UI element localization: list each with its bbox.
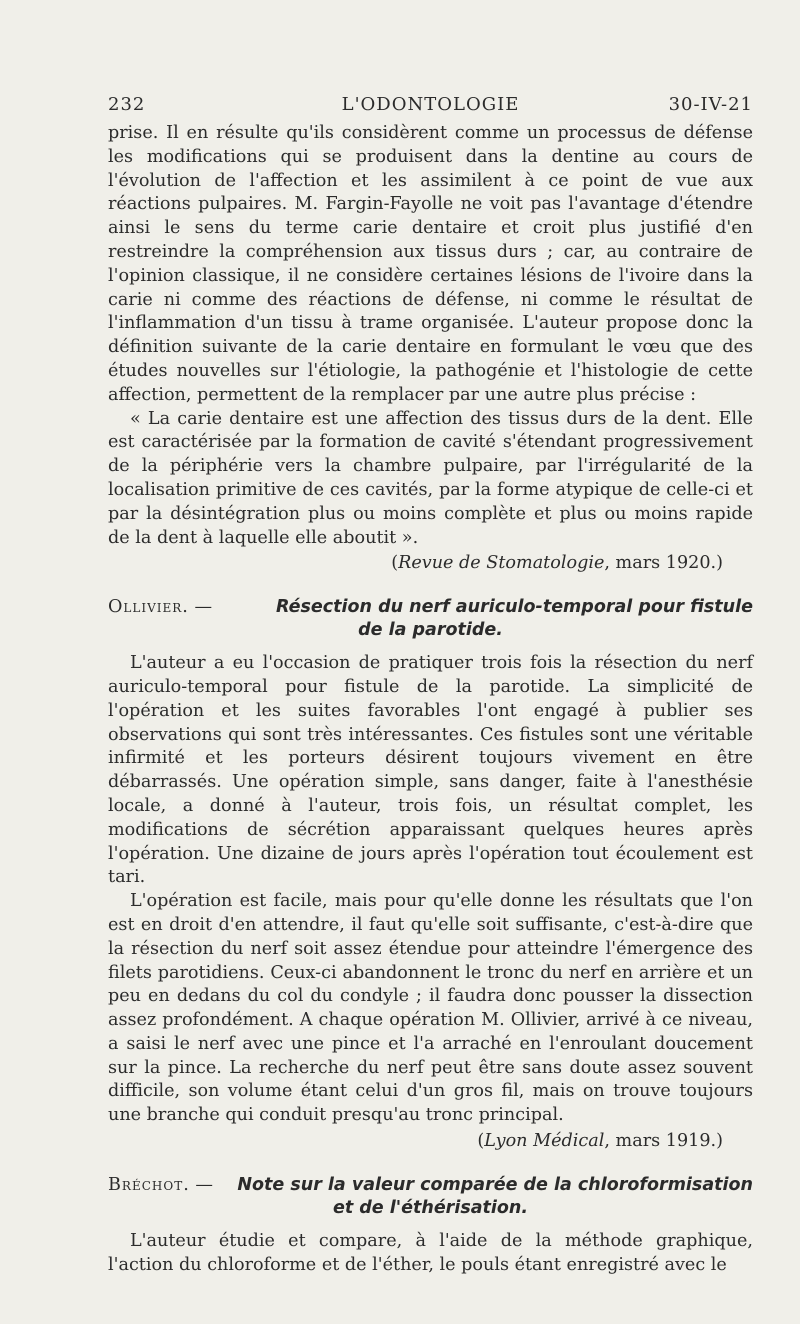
paragraph-continuation: prise. Il en résulte qu'ils considèrent comme un processus de défense les modifications qui se produisent dans la dentine au cours de l'évolution de l'affection et les assimilent à ce point de vue aux réactions pulpaires. M. Fargin-Fayolle ne voit pas l'avantage d'étendre ainsi le sens du terme carie dentaire et croit plus justifié d'en restreindre la compréhension aux tissus durs ; car, au contraire de l'opinion classique, il ne considère certaines lésions de l'ivoire dans la carie ni comme des réactions de défense, ni comme le résultat de l'inflammation d'un tissu à trame organisée. L'auteur propose donc la définition suivante de la carie dentaire en formulant le vœu que des études nouvelles sur l'étiologie, la pathogénie et l'histologie de cette affection, permettent de la remplacer par une autre plus précise : xyxy=(108,123,753,405)
citation-source: Revue de Stomatologie xyxy=(398,553,605,574)
citation-source: Lyon Médical xyxy=(484,1131,605,1152)
running-header xyxy=(108,94,753,122)
paragraph-ollivier-1: L'auteur a eu l'occasion de pratiquer trois fois la résection du nerf auriculo-temporal pour fistule de la parotide. La simplicité de l'opération et les suites favorables l'ont engagé à publier ses observations qui sont très intéressantes. Ces fistules sont une véritable infirmité et les porteurs désirent toujours vivement en être débarrassés. Une opération simple, sans danger, faite à l'anesthésie locale, a donné à l'auteur, trois fois, un résultat complet, les modifications de sécrétion apparaissant quelques heures après l'opération. Une dizaine de jours après l'opération tout écoulement est tari. xyxy=(108,653,753,888)
section-author: Bréchot. xyxy=(108,1174,190,1195)
citation-revue-stomatologie: (Revue de Stomatologie, mars 1920.) xyxy=(391,553,723,574)
paragraph-ollivier-2: L'opération est facile, mais pour qu'elle donne les résultats que l'on est en droit d'en attendre, il faut qu'elle soit suffisante, c'est-à-dire que la résection du nerf soit assez étendue pour atteindre l'émergence des filets parotidiens. Ceux-ci abandonnent le tronc du nerf en arrière et un peu en dedans du col du condyle ; il faudra donc pousser la dissection assez profondément. A chaque opération M. Ollivier, arrivé à ce niveau, a saisi le nerf avec une pince et l'a arraché en l'enroulant doucement sur la pince. La recherche du nerf peut être sans doute assez souvent difficile, son volume étant celui d'un gros fil, mais on trouve toujours une branche qui conduit presqu'au tronc principal. xyxy=(108,891,753,1126)
heading-dash: — xyxy=(194,597,213,618)
heading-dash: — xyxy=(195,1174,213,1195)
citation-date: , mars 1919.) xyxy=(604,1131,723,1152)
citation-date: , mars 1920.) xyxy=(604,553,723,574)
document-page xyxy=(108,94,753,1277)
section-title-line1: Note sur la valeur comparée de la chloroformisation xyxy=(237,1174,753,1195)
article-body xyxy=(108,122,753,1277)
issue-date: 30-IV-21 xyxy=(668,94,753,115)
page-number: 232 xyxy=(108,94,146,115)
section-author: Ollivier. xyxy=(108,597,189,618)
section-heading-ollivier xyxy=(108,596,753,642)
journal-title: L'ODONTOLOGIE xyxy=(341,94,520,115)
section-title-line1: Résection du nerf auriculo-temporal pour fistule xyxy=(276,597,753,618)
section-heading-brechot xyxy=(108,1174,753,1220)
section-title-line2: et de l'éthérisation. xyxy=(332,1197,529,1218)
paragraph-definition-quote: « La carie dentaire est une affection des tissus durs de la dent. Elle est caractérisée par la formation de cavité s'étendant progressivement de la périphérie vers la chambre pulpaire, par l'irrégularité de la localisation primitive de ces cavités, par la forme atypique de celle-ci et par la désintégration plus ou moins complète et plus ou moins rapide de la dent à laquelle elle aboutit ». xyxy=(108,408,753,548)
section-title-line2: de la parotide. xyxy=(358,620,503,641)
paragraph-brechot-1: L'auteur étudie et compare, à l'aide de la méthode graphique, l'action du chloroforme et de l'éther, le pouls étant enregistré avec le xyxy=(108,1230,753,1275)
citation-lyon-medical: (Lyon Médical, mars 1919.) xyxy=(477,1131,723,1152)
